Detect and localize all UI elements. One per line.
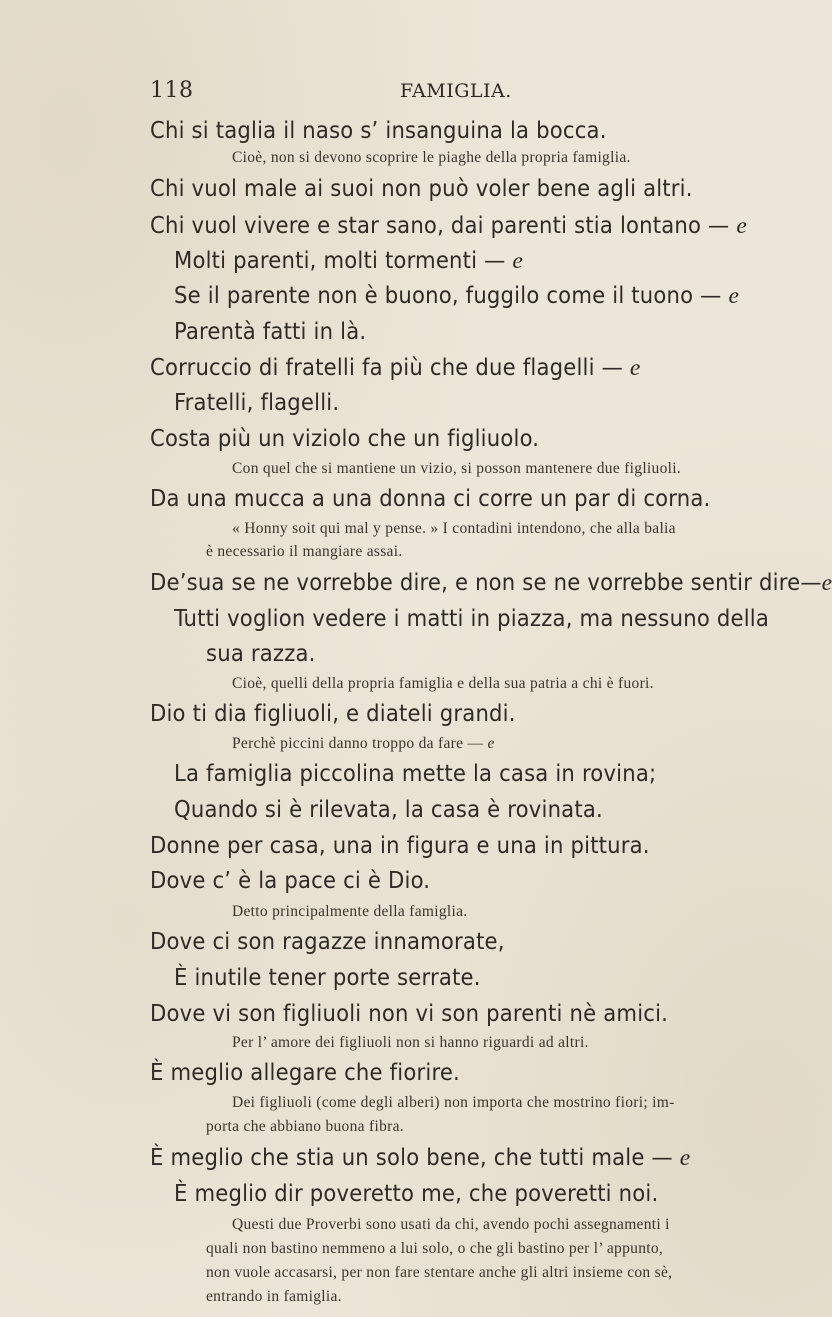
proverb-line: Costa più un viziolo che un figliuolo.: [150, 424, 540, 452]
proverb-line: Chi si taglia il naso s’ insanguina la bocca.: [150, 116, 607, 144]
proverb-line: De’sua se ne vorrebbe dire, e non se ne vorrebbe sentir dire—e: [150, 568, 832, 596]
commentary-line: Per l’ amore dei figliuoli non si hanno riguardi ad altri.: [232, 1034, 589, 1051]
proverb-line: Quando si è rilevata, la casa è rovinata.: [174, 795, 603, 823]
proverb-line: Chi vuol vivere e star sano, dai parenti stia lontano — e: [150, 211, 747, 239]
proverb-line: Dove vi son figliuoli non vi son parenti nè amici.: [150, 999, 669, 1027]
commentary-line: quali non bastino nemmeno a lui solo, o che gli bastino per l’ appunto,: [206, 1240, 664, 1257]
commentary-line: Perchè piccini danno troppo da fare — e: [232, 735, 495, 752]
proverb-line: Dove c’ è la pace ci è Dio.: [150, 866, 431, 894]
proverb-line: Dove ci son ragazze innamorate,: [150, 927, 505, 955]
proverb-line: La famiglia piccolina mette la casa in rovina;: [174, 759, 657, 787]
proverb-line: sua razza.: [206, 639, 316, 667]
proverb-line: È meglio dir poveretto me, che poveretti noi.: [174, 1179, 659, 1207]
commentary-line: non vuole accasarsi, per non fare stentare anche gli altri insieme con sè,: [206, 1264, 673, 1281]
commentary-line: Questi due Proverbi sono usati da chi, avendo pochi assegnamenti i: [232, 1216, 670, 1233]
proverb-line: Chi vuol male ai suoi non può voler bene agli altri.: [150, 174, 693, 202]
proverb-line: È meglio che stia un solo bene, che tutti male — e: [150, 1143, 691, 1171]
proverb-line: Da una mucca a una donna ci corre un par di corna.: [150, 484, 711, 512]
proverb-line: Donne per casa, una in figura e una in pittura.: [150, 831, 650, 859]
running-title: FAMIGLIA.: [400, 80, 512, 102]
commentary-line: Dei figliuoli (come degli alberi) non importa che mostrino fiori; im-: [232, 1094, 675, 1111]
proverb-line: Parentà fatti in là.: [174, 317, 367, 345]
commentary-line: entrando in famiglia.: [206, 1288, 342, 1305]
proverb-line: È meglio allegare che fiorire.: [150, 1058, 460, 1086]
proverb-line: Molti parenti, molti tormenti — e: [174, 246, 524, 274]
proverb-line: Corruccio di fratelli fa più che due flagelli — e: [150, 353, 641, 381]
proverb-line: Dio ti dia figliuoli, e diateli grandi.: [150, 699, 516, 727]
proverb-line: Tutti voglion vedere i matti in piazza, ma nessuno della: [174, 604, 770, 632]
commentary-line: « Honny soit qui mal y pense. » I contadini intendono, che alla balia: [232, 520, 676, 537]
commentary-line: Detto principalmente della famiglia.: [232, 903, 468, 920]
proverb-line: Se il parente non è buono, fuggilo come il tuono — e: [174, 281, 740, 309]
commentary-line: è necessario il mangiare assai.: [206, 543, 403, 560]
commentary-line: Cioè, non si devono scoprire le piaghe della propria famiglia.: [232, 149, 631, 166]
commentary-line: Cioè, quelli della propria famiglia e della sua patria a chi è fuori.: [232, 675, 654, 692]
commentary-line: porta che abbiano buona fibra.: [206, 1118, 404, 1135]
page-number: 118: [150, 78, 194, 103]
proverb-line: Fratelli, flagelli.: [174, 388, 340, 416]
proverb-line: È inutile tener porte serrate.: [174, 963, 481, 991]
commentary-line: Con quel che si mantiene un vizio, si posson mantenere due figliuoli.: [232, 460, 682, 477]
running-head: [150, 78, 510, 108]
